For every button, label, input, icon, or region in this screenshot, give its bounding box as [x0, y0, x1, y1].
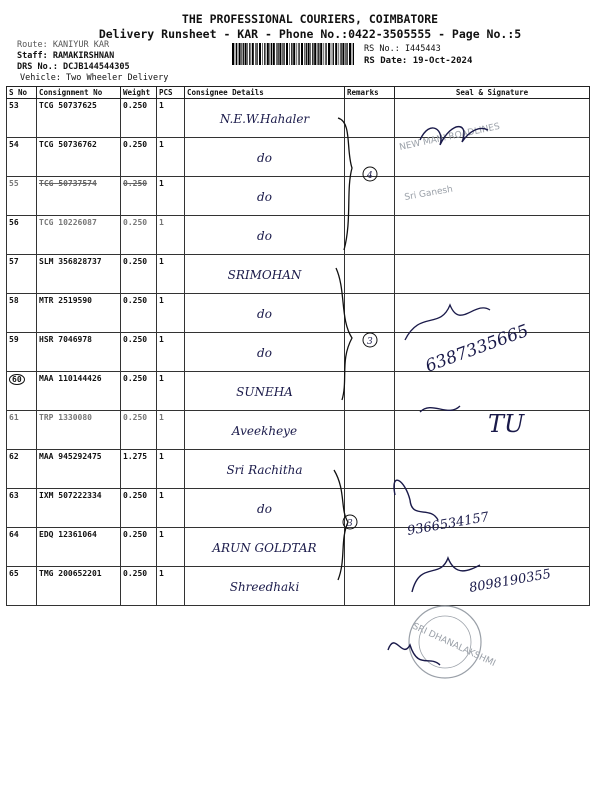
handwritten-phone: 6387335665 [422, 320, 532, 377]
col-remarks: Remarks [345, 87, 395, 99]
row-weight: 0.250 [121, 567, 157, 606]
barcode-bar [304, 43, 305, 65]
handwritten-phone: 8098190355 [468, 566, 553, 596]
route-field: Route: KANIYUR KAR [17, 40, 110, 50]
row-weight: 0.250 [121, 333, 157, 372]
row-consignee: do [185, 138, 345, 177]
row-pcs: 1 [157, 138, 185, 177]
row-consignee: do [185, 177, 345, 216]
row-seal [395, 411, 590, 450]
row-consignee: Sri Rachitha [185, 450, 345, 489]
row-pcs: 1 [157, 411, 185, 450]
drs-field: DRS No.: DCJB144544305 [17, 62, 130, 72]
row-consignment: EDQ 12361064 [37, 528, 121, 567]
row-consignee: do [185, 216, 345, 255]
row-sno: 53 [7, 99, 37, 138]
row-consignee: do [185, 333, 345, 372]
row-sno: 61 [7, 411, 37, 450]
barcode-bar [232, 43, 234, 65]
table-row [7, 489, 590, 528]
barcode-bar [270, 43, 271, 65]
barcode-bar [346, 43, 347, 65]
row-seal [395, 138, 590, 177]
barcode-bar [320, 43, 322, 65]
barcode-bar [310, 43, 311, 65]
row-weight: 0.250 [121, 216, 157, 255]
col-weight: Weight [121, 87, 157, 99]
row-pcs: 1 [157, 528, 185, 567]
barcode-bar [312, 43, 313, 65]
row-pcs: 1 [157, 567, 185, 606]
barcode-bar [328, 43, 330, 65]
row-consignment: MAA 945292475 [37, 450, 121, 489]
barcode-bar [241, 43, 242, 65]
row-pcs: 1 [157, 294, 185, 333]
row-weight: 0.250 [121, 177, 157, 216]
row-consignment: MAA 110144426 [37, 372, 121, 411]
row-remarks [345, 177, 395, 216]
company-title: THE PROFESSIONAL COURIERS, COIMBATORE [181, 12, 439, 26]
stamp-text: Sri Ganesh [403, 184, 454, 203]
row-remarks [345, 216, 395, 255]
row-weight: 0.250 [121, 528, 157, 567]
row-pcs: 1 [157, 372, 185, 411]
barcode-bar [339, 43, 340, 65]
row-seal [395, 333, 590, 372]
row-seal [395, 450, 590, 489]
row-remarks [345, 411, 395, 450]
row-sno: 65 [7, 567, 37, 606]
row-remarks [345, 372, 395, 411]
row-consignee: N.E.W.Hahaler [185, 99, 345, 138]
rs-number: RS No.: I445443 [364, 44, 441, 54]
col-consignment: Consignment No [37, 87, 121, 99]
row-seal [395, 567, 590, 606]
barcode-bar [279, 43, 281, 65]
barcode-bar [293, 43, 295, 65]
row-pcs: 1 [157, 489, 185, 528]
row-consignment: TCG 10226087 [37, 216, 121, 255]
runsheet-title: Delivery Runsheet - KAR - Phone No.:0422-3505555 - Page No.:5 [98, 27, 522, 41]
barcode-bar [342, 43, 344, 65]
barcode-bar [283, 43, 284, 65]
row-sno: 64 [7, 528, 37, 567]
table-row [7, 216, 590, 255]
barcode-bar [308, 43, 310, 65]
barcode-bar [282, 43, 283, 65]
row-remarks [345, 294, 395, 333]
row-consignment: TCG 50737574 [37, 177, 121, 216]
staff-field: Staff: RAMAKIRSHNAN [17, 51, 115, 61]
row-seal [395, 99, 590, 138]
table-row [7, 450, 590, 489]
row-seal [395, 489, 590, 528]
row-consignment: SLM 356828737 [37, 255, 121, 294]
row-remarks [345, 255, 395, 294]
barcode-bar [259, 43, 261, 65]
row-consignee: SRIMOHAN [185, 255, 345, 294]
barcode-bar [291, 43, 292, 65]
row-weight: 0.250 [121, 411, 157, 450]
row-consignment: TCG 50736762 [37, 138, 121, 177]
row-weight: 0.250 [121, 138, 157, 177]
row-consignee: Shreedhaki [185, 567, 345, 606]
row-weight: 0.250 [121, 372, 157, 411]
row-pcs: 1 [157, 450, 185, 489]
row-sno: 56 [7, 216, 37, 255]
barcode-bar [306, 43, 307, 65]
remark-count: 3 [367, 337, 373, 347]
row-weight: 0.250 [121, 489, 157, 528]
barcode-bar [264, 43, 265, 65]
table-row [7, 372, 590, 411]
row-sno [7, 372, 37, 411]
row-seal [395, 294, 590, 333]
rs-date: RS Date: 19-Oct-2024 [364, 56, 473, 66]
row-seal [395, 216, 590, 255]
barcode-bar [252, 43, 254, 65]
barcode-bar [247, 43, 248, 65]
row-pcs: 1 [157, 255, 185, 294]
col-seal: Seal & Signature [395, 87, 590, 99]
remark-count: 4 [367, 171, 373, 181]
row-weight: 0.250 [121, 99, 157, 138]
barcode-bar [297, 43, 298, 65]
table-row [7, 528, 590, 567]
row-remarks [345, 450, 395, 489]
barcode-bar [335, 43, 337, 65]
barcode-bar [353, 43, 354, 65]
row-pcs: 1 [157, 177, 185, 216]
barcode-bar [235, 43, 236, 65]
barcode [232, 43, 354, 65]
barcode-bar [262, 43, 263, 65]
barcode-bar [239, 43, 241, 65]
row-sno: 63 [7, 489, 37, 528]
barcode-bar [249, 43, 250, 65]
col-pcs: PCS [157, 87, 185, 99]
row-consignment: TMG 200652201 [37, 567, 121, 606]
row-remarks [345, 528, 395, 567]
round-stamp-inner [419, 616, 471, 668]
barcode-bar [331, 43, 332, 65]
row-consignee: do [185, 294, 345, 333]
table-row [7, 333, 590, 372]
row-weight: 0.250 [121, 294, 157, 333]
row-consignment: TCG 50737625 [37, 99, 121, 138]
table-row [7, 177, 590, 216]
barcode-bar [277, 43, 278, 65]
row-sno: 54 [7, 138, 37, 177]
row-consignment: HSR 7046978 [37, 333, 121, 372]
col-consignee: Consignee Details [185, 87, 345, 99]
row-remarks [345, 99, 395, 138]
col-sno: S No [7, 87, 37, 99]
row-consignment: MTR 2519590 [37, 294, 121, 333]
table-row [7, 255, 590, 294]
barcode-bar [324, 43, 325, 65]
remark-count: 3 [347, 519, 353, 529]
table-header-row [7, 87, 590, 99]
row-seal [395, 372, 590, 411]
row-remarks [345, 489, 395, 528]
barcode-bar [236, 43, 237, 65]
barcode-bar [271, 43, 272, 65]
barcode-bar [245, 43, 247, 65]
table-row [7, 138, 590, 177]
row-sno: 62 [7, 450, 37, 489]
table-row [7, 294, 590, 333]
barcode-bar [325, 43, 326, 65]
barcode-bar [349, 43, 351, 65]
row-consignee: do [185, 489, 345, 528]
barcode-bar [243, 43, 244, 65]
handwritten-phone: 9366534157 [406, 509, 491, 539]
barcode-bar [301, 43, 303, 65]
barcode-bar [289, 43, 290, 65]
round-stamp [409, 606, 481, 678]
barcode-bar [298, 43, 299, 65]
table-row [7, 411, 590, 450]
barcode-bar [276, 43, 277, 65]
row-seal [395, 528, 590, 567]
signature [388, 643, 440, 665]
runsheet-table [6, 86, 590, 606]
row-pcs: 1 [157, 99, 185, 138]
barcode-bar [333, 43, 334, 65]
barcode-bar [256, 43, 257, 65]
row-sno: 55 [7, 177, 37, 216]
row-sno: 58 [7, 294, 37, 333]
barcode-bar [314, 43, 316, 65]
stamp-text: SRI DHANALAKSHMI [410, 621, 497, 669]
circled-sno: 60 [9, 374, 25, 385]
vehicle-field: Vehicle: Two Wheeler Delivery [20, 73, 169, 83]
row-consignee: SUNEHA [185, 372, 345, 411]
table-row [7, 567, 590, 606]
row-weight: 1.275 [121, 450, 157, 489]
row-pcs: 1 [157, 333, 185, 372]
row-consignee: Aveekheye [185, 411, 345, 450]
barcode-bar [352, 43, 353, 65]
row-sno: 59 [7, 333, 37, 372]
handwritten-tu: TU [488, 410, 525, 438]
barcode-bar [267, 43, 269, 65]
row-seal [395, 255, 590, 294]
table-row [7, 99, 590, 138]
barcode-bar [345, 43, 346, 65]
barcode-bar [317, 43, 318, 65]
barcode-bar [286, 43, 288, 65]
row-sno: 57 [7, 255, 37, 294]
row-weight: 0.250 [121, 255, 157, 294]
row-pcs: 1 [157, 216, 185, 255]
row-remarks [345, 138, 395, 177]
row-consignee: ARUN GOLDTAR [185, 528, 345, 567]
row-consignment: TRP 1330080 [37, 411, 121, 450]
row-seal [395, 177, 590, 216]
barcode-bar [318, 43, 319, 65]
row-remarks [345, 567, 395, 606]
barcode-bar [273, 43, 275, 65]
row-remarks [345, 333, 395, 372]
barcode-bar [340, 43, 341, 65]
barcode-bar [255, 43, 256, 65]
row-consignment: IXM 507222334 [37, 489, 121, 528]
stamp-text: NEW MANI ROADLINES [398, 121, 501, 153]
